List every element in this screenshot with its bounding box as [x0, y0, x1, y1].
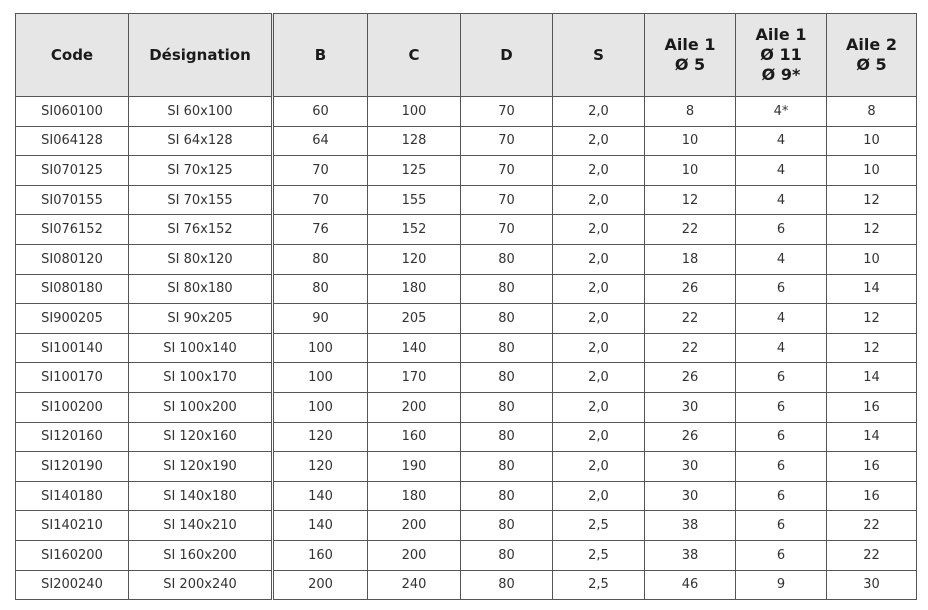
- header-row: [16, 14, 917, 97]
- cell-designation: SI 200x240: [129, 570, 273, 600]
- header-aile2-phi5: [827, 14, 917, 97]
- table-row: [16, 570, 917, 600]
- cell-designation: SI 160x200: [129, 540, 273, 570]
- cell-aile1-phi5: 30: [645, 452, 736, 482]
- cell-aile1-phi11: 6: [736, 422, 827, 452]
- cell-designation: SI 100x170: [129, 363, 273, 393]
- cell-aile1-phi5: 26: [645, 274, 736, 304]
- cell-s: 2,0: [553, 363, 645, 393]
- header-aile2-phi5-line2: Ø 5: [856, 55, 887, 74]
- cell-aile1-phi11: 6: [736, 481, 827, 511]
- cell-aile2-phi5: 14: [827, 363, 917, 393]
- cell-aile1-phi5: 10: [645, 156, 736, 186]
- header-aile1-phi5-line1: Aile 1: [664, 35, 716, 54]
- cell-b: 76: [273, 215, 368, 245]
- cell-d: 80: [461, 333, 553, 363]
- header-aile1-phi11-line1: Aile 1: [755, 25, 807, 44]
- table-row: [16, 156, 917, 186]
- cell-aile1-phi5: 30: [645, 392, 736, 422]
- cell-aile2-phi5: 8: [827, 97, 917, 127]
- cell-s: 2,0: [553, 333, 645, 363]
- cell-code: SI160200: [16, 540, 129, 570]
- cell-aile2-phi5: 22: [827, 540, 917, 570]
- cell-s: 2,0: [553, 244, 645, 274]
- cell-s: 2,0: [553, 452, 645, 482]
- cell-designation: SI 70x125: [129, 156, 273, 186]
- cell-aile2-phi5: 16: [827, 481, 917, 511]
- cell-aile1-phi11: 9: [736, 570, 827, 600]
- cell-c: 205: [368, 304, 461, 334]
- cell-designation: SI 100x140: [129, 333, 273, 363]
- cell-aile1-phi11: 4: [736, 156, 827, 186]
- cell-d: 80: [461, 540, 553, 570]
- cell-d: 70: [461, 97, 553, 127]
- cell-designation: SI 120x190: [129, 452, 273, 482]
- table-row: [16, 511, 917, 541]
- cell-s: 2,5: [553, 570, 645, 600]
- cell-c: 200: [368, 511, 461, 541]
- cell-aile1-phi5: 38: [645, 511, 736, 541]
- cell-c: 100: [368, 97, 461, 127]
- cell-d: 80: [461, 363, 553, 393]
- cell-code: SI100170: [16, 363, 129, 393]
- cell-aile2-phi5: 22: [827, 511, 917, 541]
- cell-s: 2,0: [553, 97, 645, 127]
- cell-c: 240: [368, 570, 461, 600]
- cell-aile2-phi5: 14: [827, 274, 917, 304]
- cell-c: 152: [368, 215, 461, 245]
- cell-b: 80: [273, 244, 368, 274]
- cell-c: 125: [368, 156, 461, 186]
- header-c: C: [368, 14, 461, 97]
- cell-b: 140: [273, 481, 368, 511]
- cell-d: 70: [461, 126, 553, 156]
- cell-b: 90: [273, 304, 368, 334]
- cell-code: SI200240: [16, 570, 129, 600]
- cell-b: 80: [273, 274, 368, 304]
- cell-aile2-phi5: 16: [827, 452, 917, 482]
- cell-designation: SI 80x180: [129, 274, 273, 304]
- cell-aile2-phi5: 10: [827, 156, 917, 186]
- cell-aile2-phi5: 12: [827, 333, 917, 363]
- cell-c: 170: [368, 363, 461, 393]
- cell-aile1-phi11: 6: [736, 511, 827, 541]
- cell-s: 2,0: [553, 422, 645, 452]
- cell-s: 2,0: [553, 274, 645, 304]
- header-d: D: [461, 14, 553, 97]
- cell-b: 70: [273, 185, 368, 215]
- table-row: [16, 274, 917, 304]
- cell-code: SI100140: [16, 333, 129, 363]
- table-row: [16, 422, 917, 452]
- cell-designation: SI 80x120: [129, 244, 273, 274]
- cell-aile1-phi5: 22: [645, 304, 736, 334]
- cell-s: 2,0: [553, 304, 645, 334]
- cell-aile1-phi5: 12: [645, 185, 736, 215]
- cell-designation: SI 140x180: [129, 481, 273, 511]
- cell-aile1-phi5: 10: [645, 126, 736, 156]
- cell-aile1-phi11: 6: [736, 215, 827, 245]
- cell-b: 200: [273, 570, 368, 600]
- cell-d: 80: [461, 570, 553, 600]
- header-b: B: [273, 14, 368, 97]
- cell-aile1-phi5: 38: [645, 540, 736, 570]
- cell-aile2-phi5: 12: [827, 304, 917, 334]
- cell-c: 120: [368, 244, 461, 274]
- table-row: [16, 185, 917, 215]
- cell-code: SI120190: [16, 452, 129, 482]
- cell-code: SI100200: [16, 392, 129, 422]
- cell-d: 70: [461, 156, 553, 186]
- cell-aile1-phi11: 6: [736, 392, 827, 422]
- cell-d: 80: [461, 392, 553, 422]
- cell-aile1-phi5: 46: [645, 570, 736, 600]
- table-row: [16, 126, 917, 156]
- cell-s: 2,0: [553, 126, 645, 156]
- cell-aile2-phi5: 14: [827, 422, 917, 452]
- cell-b: 140: [273, 511, 368, 541]
- cell-code: SI076152: [16, 215, 129, 245]
- cell-aile1-phi11: 4: [736, 126, 827, 156]
- cell-d: 80: [461, 244, 553, 274]
- cell-code: SI060100: [16, 97, 129, 127]
- cell-b: 70: [273, 156, 368, 186]
- cell-designation: SI 60x100: [129, 97, 273, 127]
- cell-c: 180: [368, 274, 461, 304]
- table-row: [16, 481, 917, 511]
- cell-designation: SI 140x210: [129, 511, 273, 541]
- cell-aile1-phi11: 6: [736, 540, 827, 570]
- cell-d: 80: [461, 422, 553, 452]
- cell-aile1-phi5: 26: [645, 422, 736, 452]
- cell-code: SI120160: [16, 422, 129, 452]
- cell-b: 120: [273, 422, 368, 452]
- cell-d: 70: [461, 185, 553, 215]
- cell-c: 180: [368, 481, 461, 511]
- cell-c: 128: [368, 126, 461, 156]
- cell-designation: SI 70x155: [129, 185, 273, 215]
- cell-designation: SI 64x128: [129, 126, 273, 156]
- cell-s: 2,0: [553, 185, 645, 215]
- cell-b: 100: [273, 333, 368, 363]
- cell-code: SI070125: [16, 156, 129, 186]
- cell-code: SI140210: [16, 511, 129, 541]
- cell-b: 100: [273, 392, 368, 422]
- cell-code: SI070155: [16, 185, 129, 215]
- cell-code: SI064128: [16, 126, 129, 156]
- header-aile1-phi5: [645, 14, 736, 97]
- cell-aile1-phi5: 18: [645, 244, 736, 274]
- cell-s: 2,0: [553, 156, 645, 186]
- cell-aile2-phi5: 16: [827, 392, 917, 422]
- cell-s: 2,5: [553, 511, 645, 541]
- cell-code: SI140180: [16, 481, 129, 511]
- cell-d: 80: [461, 452, 553, 482]
- cell-b: 120: [273, 452, 368, 482]
- cell-aile2-phi5: 10: [827, 244, 917, 274]
- cell-d: 80: [461, 304, 553, 334]
- cell-aile1-phi11: 6: [736, 274, 827, 304]
- cell-b: 100: [273, 363, 368, 393]
- cell-designation: SI 120x160: [129, 422, 273, 452]
- cell-b: 60: [273, 97, 368, 127]
- header-designation: Désignation: [129, 14, 273, 97]
- header-code: Code: [16, 14, 129, 97]
- table-body: [16, 97, 917, 600]
- cell-designation: SI 76x152: [129, 215, 273, 245]
- cell-aile1-phi5: 26: [645, 363, 736, 393]
- cell-d: 80: [461, 481, 553, 511]
- cell-designation: SI 100x200: [129, 392, 273, 422]
- cell-aile1-phi11: 4: [736, 333, 827, 363]
- header-aile1-phi11-line3: Ø 9*: [761, 65, 801, 84]
- table-row: [16, 452, 917, 482]
- table-row: [16, 333, 917, 363]
- cell-d: 80: [461, 511, 553, 541]
- header-aile1-phi11-line2: Ø 11: [760, 45, 802, 64]
- cell-b: 64: [273, 126, 368, 156]
- cell-c: 155: [368, 185, 461, 215]
- specification-table: [15, 13, 917, 600]
- header-aile1-phi5-line2: Ø 5: [674, 55, 706, 74]
- cell-d: 80: [461, 274, 553, 304]
- cell-aile1-phi5: 8: [645, 97, 736, 127]
- cell-c: 190: [368, 452, 461, 482]
- cell-aile2-phi5: 12: [827, 185, 917, 215]
- table-row: [16, 392, 917, 422]
- cell-s: 2,5: [553, 540, 645, 570]
- cell-b: 160: [273, 540, 368, 570]
- cell-c: 200: [368, 392, 461, 422]
- table-row: [16, 97, 917, 127]
- cell-aile1-phi5: 22: [645, 333, 736, 363]
- cell-aile1-phi11: 4: [736, 244, 827, 274]
- cell-c: 160: [368, 422, 461, 452]
- header-s: S: [553, 14, 645, 97]
- cell-s: 2,0: [553, 392, 645, 422]
- cell-aile1-phi11: 4: [736, 185, 827, 215]
- cell-aile2-phi5: 12: [827, 215, 917, 245]
- cell-aile2-phi5: 10: [827, 126, 917, 156]
- cell-aile1-phi11: 4: [736, 304, 827, 334]
- cell-code: SI080120: [16, 244, 129, 274]
- cell-aile1-phi5: 30: [645, 481, 736, 511]
- cell-code: SI900205: [16, 304, 129, 334]
- cell-aile1-phi11: 6: [736, 363, 827, 393]
- table-header: [16, 14, 917, 97]
- table-row: [16, 244, 917, 274]
- header-aile1-phi11: [736, 14, 827, 97]
- cell-c: 200: [368, 540, 461, 570]
- table-row: [16, 215, 917, 245]
- header-aile2-phi5-line1: Aile 2: [846, 35, 897, 54]
- cell-c: 140: [368, 333, 461, 363]
- cell-code: SI080180: [16, 274, 129, 304]
- cell-s: 2,0: [553, 481, 645, 511]
- cell-aile1-phi5: 22: [645, 215, 736, 245]
- cell-designation: SI 90x205: [129, 304, 273, 334]
- table-row: [16, 304, 917, 334]
- cell-aile1-phi11: 6: [736, 452, 827, 482]
- table-row: [16, 540, 917, 570]
- cell-s: 2,0: [553, 215, 645, 245]
- table-row: [16, 363, 917, 393]
- cell-d: 70: [461, 215, 553, 245]
- cell-aile2-phi5: 30: [827, 570, 917, 600]
- cell-aile1-phi11: 4*: [736, 97, 827, 127]
